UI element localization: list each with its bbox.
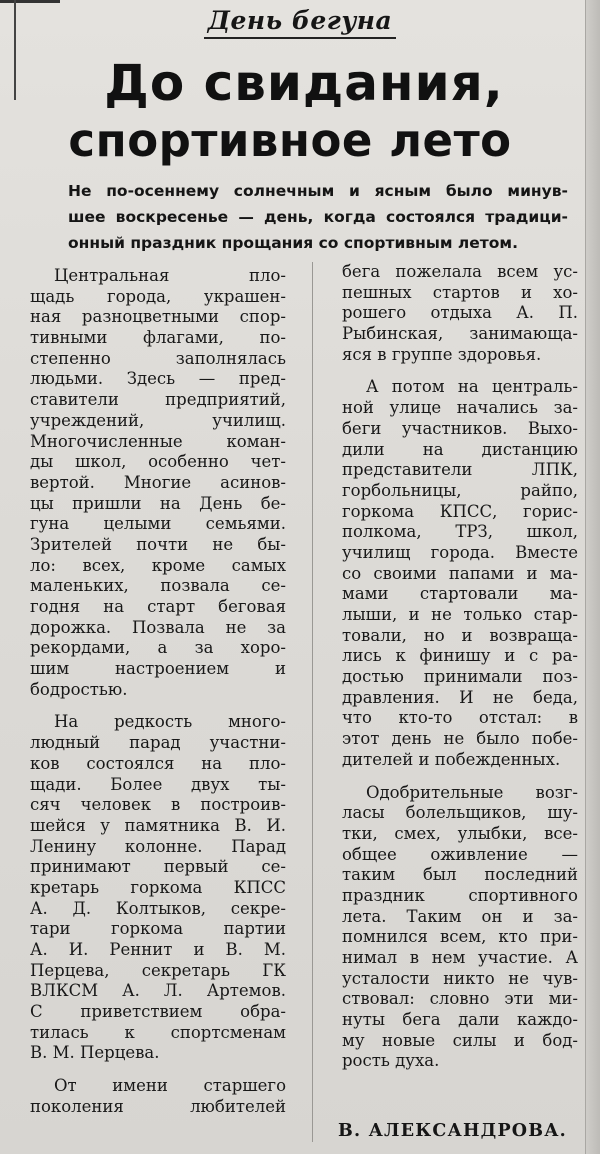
- text-line: что кто-то отстал: в: [342, 708, 578, 728]
- section-label-text: День бегуна: [204, 6, 396, 39]
- text-line: тари горкома партии: [30, 919, 286, 939]
- text-line: принимают первый се-: [30, 857, 286, 877]
- text-line: этот день не было побе-: [342, 729, 578, 749]
- paragraph: [342, 377, 578, 770]
- text-line: усталости никто не чув-: [342, 968, 578, 988]
- paragraph: [30, 1076, 286, 1117]
- text-line: лыши, и не только стар-: [342, 605, 578, 624]
- text-line: людьми. Здесь — пред-: [30, 369, 286, 389]
- text-line: щади. Более двух ты-: [30, 774, 286, 794]
- headline-line-2: спортивное лето: [68, 114, 512, 167]
- paragraph: [30, 266, 286, 700]
- text-line: горкома КПСС, горис-: [342, 501, 578, 521]
- text-line: А потом на централь-: [366, 377, 578, 397]
- text-line: От имени старшего: [54, 1076, 286, 1096]
- text-line: ной улице начались за-: [342, 398, 578, 418]
- lead-line: онный праздник прощания со спортивным летом.: [68, 234, 518, 252]
- article-lead: [68, 178, 568, 256]
- text-line: лись к финишу и с ра-: [342, 646, 578, 666]
- text-line: людный парад участни-: [30, 733, 286, 753]
- text-line: праздник спортивного: [342, 885, 578, 905]
- text-line: годня на старт беговая: [30, 597, 286, 616]
- text-line: дили на дистанцию: [342, 439, 578, 459]
- text-line: щадь города, украшен-: [30, 286, 286, 306]
- text-line: Зрителей почти не бы-: [30, 534, 286, 554]
- text-line: нимал в нем участие. А: [342, 948, 578, 967]
- text-line: рошего отдыха А. П.: [342, 303, 578, 323]
- text-line: товали, но и возвраща-: [342, 625, 578, 645]
- text-line: шейся у памятника В. И.: [30, 815, 286, 835]
- text-line: бодростью.: [30, 679, 128, 699]
- text-line: цы пришли на День бе-: [30, 493, 286, 513]
- text-line: На редкость много-: [54, 712, 286, 732]
- text-line: С приветствием обра-: [30, 1002, 286, 1022]
- text-line: таким был последний: [342, 865, 578, 885]
- paragraph: [342, 783, 578, 1073]
- text-line: общее оживление —: [342, 844, 578, 864]
- paragraph-gap: [342, 365, 578, 377]
- text-line: ды школ, особенно чет-: [30, 452, 286, 472]
- text-line: беги участников. Выхо-: [342, 418, 578, 438]
- text-line: шим настроением и: [30, 659, 286, 679]
- text-line: достью принимали поз-: [342, 667, 578, 687]
- text-line: А. Д. Колтыков, секре-: [30, 898, 286, 918]
- top-rule: [0, 0, 60, 3]
- paragraph-gap: [30, 1064, 286, 1076]
- text-line: мами стартовали ма-: [342, 584, 578, 604]
- text-line: гуна целыми семьями.: [30, 514, 286, 534]
- text-line: помнился всем, кто при-: [342, 927, 578, 947]
- text-line: рость духа.: [342, 1051, 440, 1071]
- text-line: Одобрительные возг-: [366, 782, 578, 802]
- text-line: Центральная пло-: [54, 266, 286, 285]
- text-line: горбольницы, райпо,: [342, 480, 578, 500]
- text-line: тки, смех, улыбки, все-: [342, 823, 578, 843]
- text-line: дителей и побежденных.: [342, 749, 561, 769]
- text-line: А. И. Реннит и В. М.: [30, 940, 286, 959]
- paragraph: [342, 262, 578, 365]
- text-line: ствовал: словно эти ми-: [342, 989, 578, 1009]
- text-line: ставители предприятий,: [30, 390, 286, 410]
- text-line: тивными флагами, по-: [30, 328, 286, 348]
- text-line: учреждений, училищ.: [30, 410, 286, 430]
- text-line: ков состоялся на пло-: [30, 753, 286, 773]
- text-line: дравления. И не беда,: [342, 687, 578, 707]
- text-line: Перцева, секретарь ГК: [30, 960, 286, 980]
- text-line: рекордами, а за хоро-: [30, 638, 286, 658]
- text-line: яся в группе здоровья.: [342, 344, 542, 364]
- text-line: полкома, ТРЗ, школ,: [342, 522, 578, 542]
- text-line: Ленину колонне. Парад: [30, 836, 286, 856]
- text-line: ло: всех, кроме самых: [30, 555, 286, 575]
- text-line: Рыбинская, занимающа-: [342, 324, 578, 344]
- text-line: училищ города. Вместе: [342, 542, 578, 562]
- text-line: степенно заполнялась: [30, 348, 286, 368]
- text-line: пешных стартов и хо-: [342, 282, 578, 302]
- text-line: ласы болельщиков, шу-: [342, 803, 578, 823]
- text-line: ная разноцветными спор-: [30, 307, 286, 327]
- author-signature: В. АЛЕКСАНДРОВА.: [338, 1121, 567, 1141]
- text-line: бега пожелала всем ус-: [342, 262, 578, 281]
- text-line: поколения любителей: [30, 1096, 286, 1116]
- text-line: вертой. Многие асинов-: [30, 472, 286, 492]
- headline-line-1: До свидания,: [104, 54, 504, 112]
- text-line: ВЛКСМ А. Л. Артемов.: [30, 981, 286, 1001]
- text-line: В. М. Перцева.: [30, 1043, 160, 1063]
- text-line: му новые силы и бод-: [342, 1030, 578, 1050]
- section-label: [0, 6, 600, 39]
- lead-line: шее воскресенье — день, когда состоялся традици-: [68, 208, 568, 226]
- right-column: [342, 262, 578, 1072]
- column-divider: [312, 262, 313, 1142]
- text-line: лета. Таким он и за-: [342, 906, 578, 926]
- paragraph-gap: [342, 771, 578, 783]
- text-line: со своими папами и ма-: [342, 563, 578, 583]
- text-line: Многочисленные коман-: [30, 431, 286, 451]
- text-line: маленьких, позвала се-: [30, 576, 286, 596]
- paragraph-gap: [30, 700, 286, 712]
- text-line: сяч человек в построив-: [30, 795, 286, 815]
- article-headline: [0, 54, 600, 170]
- adjacent-page-edge: [585, 0, 600, 1154]
- left-column: [30, 266, 286, 1118]
- text-line: тилась к спортсменам: [30, 1022, 286, 1042]
- paragraph: [30, 712, 286, 1064]
- lead-line: Не по-осеннему солнечным и ясным было минув-: [68, 182, 568, 200]
- text-line: нуты бега дали каждо-: [342, 1010, 578, 1030]
- text-line: дорожка. Позвала не за: [30, 617, 286, 637]
- text-line: представители ЛПК,: [342, 460, 578, 480]
- text-line: кретарь горкома КПСС: [30, 877, 286, 897]
